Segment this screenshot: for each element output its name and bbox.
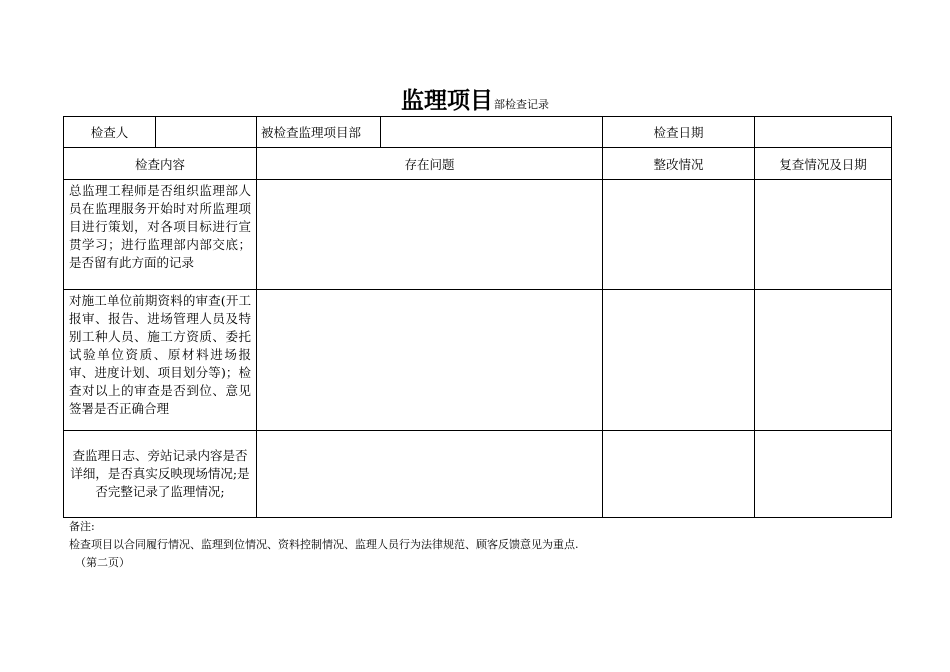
table-row (64, 290, 892, 431)
row-content-cell: 对施工单位前期资料的审查(开工报审、报告、进场管理人员及特别工种人员、施工方资质、委托试验单位资质、原材料进场报审、进度计划、项目划分等)；检查对以上的审查是否到位、意见签署是否正确合理 (64, 290, 257, 431)
document-title (0, 82, 950, 115)
column-header-rectification: 整改情况 (603, 148, 755, 180)
title-sub: 部检查记录 (494, 98, 549, 111)
notes-text: 检查项目以合同履行情况、监理到位情况、资料控制情况、监理人员行为法律规范、顾客反馈意见为重点. (69, 538, 579, 551)
row-review-cell[interactable] (755, 431, 892, 518)
row-review-cell[interactable] (755, 180, 892, 290)
table-row (64, 431, 892, 518)
column-header-review: 复查情况及日期 (755, 148, 892, 180)
notes-section (69, 518, 579, 572)
inspector-label: 检查人 (64, 117, 156, 148)
row-problems-cell[interactable] (257, 180, 603, 290)
title-main: 监理项目 (401, 88, 493, 114)
column-header-row (64, 148, 892, 180)
department-value-cell[interactable] (381, 117, 603, 148)
row-problems-cell[interactable] (257, 431, 603, 518)
date-label: 检查日期 (603, 117, 755, 148)
notes-label: 备注: (69, 520, 95, 533)
date-value-cell[interactable] (755, 117, 892, 148)
page-number: （第二页） (75, 556, 130, 569)
row-rectification-cell[interactable] (603, 290, 755, 431)
header-info-row (64, 117, 892, 148)
column-header-content: 检查内容 (64, 148, 257, 180)
inspection-record-table (63, 116, 892, 518)
row-rectification-cell[interactable] (603, 180, 755, 290)
table-row (64, 180, 892, 290)
row-rectification-cell[interactable] (603, 431, 755, 518)
department-label: 被检查监理项目部 (257, 117, 381, 148)
column-header-problems: 存在问题 (257, 148, 603, 180)
row-problems-cell[interactable] (257, 290, 603, 431)
row-content-cell: 总监理工程师是否组织监理部人员在监理服务开始时对所监理项目进行策划，对各项目标进行宣贯学习；进行监理部内部交底；是否留有此方面的记录 (64, 180, 257, 290)
row-content-cell: 查监理日志、旁站记录内容是否详细，是否真实反映现场情况;是否完整记录了监理情况; (64, 431, 257, 518)
row-review-cell[interactable] (755, 290, 892, 431)
inspector-value-cell[interactable] (156, 117, 257, 148)
